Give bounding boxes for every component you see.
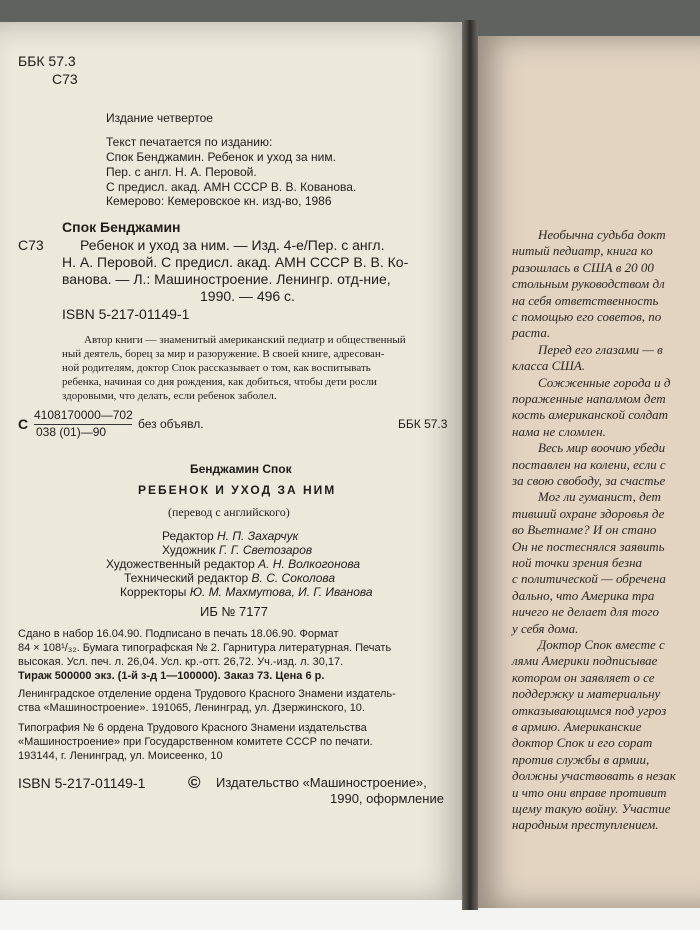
printer-line: «Машиностроение» при Государственном комитете СССР по печати. (18, 736, 373, 748)
printer-line: Типография № 6 ордена Трудового Красного Знамени издательства (18, 722, 367, 734)
author-heading: Спок Бенджамин (62, 219, 181, 235)
bib-line: Н. А. Перовой. С предисл. акад. АМН СССР В. В. Ко- (62, 254, 409, 270)
credit-role: Редактор (162, 529, 214, 543)
annotation-line: Автор книги — знаменитый американский педиатр и общественный (84, 334, 406, 346)
copyright-line: 1990, оформление (330, 791, 444, 806)
printer-line: ства «Машиностроение». 191065, Ленинград, ул. Дзержинского, 10. (18, 702, 365, 714)
right-page-line: доктор Спок и его сорат (512, 735, 653, 750)
print-line: Тираж 500000 экз. (1-й з-д 1—100000). Заказ 73. Цена 6 р. (18, 670, 325, 682)
credit-name: Г. Г. Светозаров (218, 543, 313, 557)
credit-line (106, 558, 360, 571)
isbn-line: ISBN 5-217-01149-1 (62, 306, 190, 322)
edition-note: Издание четвертое (106, 111, 213, 125)
bib-line: Ребенок и уход за ним. — Изд. 4-е/Пер. с англ. (80, 237, 385, 253)
right-page-line: разошлась в США в 20 00 (512, 260, 654, 275)
right-page-line: стольным руководством дл (512, 276, 665, 291)
credit-line (124, 572, 335, 585)
author-name: Бенджамин Спок (190, 462, 292, 476)
credit-role: Художник (162, 543, 216, 557)
credit-name: Н. П. Захарчук (217, 529, 299, 543)
right-page-line: за свою свободу, за счастье (512, 473, 666, 488)
bib-line: ванова. — Л.: Машиностроение. Ленингр. отд-ние, (62, 271, 391, 287)
right-page-line: пораженные напалмом дет (512, 391, 666, 406)
right-page-line: котором он заявляет о се (512, 670, 655, 685)
right-page-line: Он не постеснялся заявить (512, 539, 665, 554)
right-page-line: с помощью его советов, по (512, 309, 662, 324)
credit-line (120, 586, 373, 599)
source-note-line: Текст печатается по изданию: (106, 135, 273, 149)
right-page-line: Перед его глазами — в (538, 342, 663, 357)
right-page-line: дально, что Америка тра (512, 588, 655, 603)
copyright-line: Издательство «Машиностроение», (216, 775, 427, 790)
right-page-line: должны участвовать в незак (512, 768, 676, 783)
printer-line: 193144, г. Ленинград, ул. Моисеенко, 10 (18, 750, 223, 762)
annotation-line: ребенка, начиная со дня рождения, как добиться, чтобы дети росли (62, 376, 377, 388)
annotation-line: здоровыми, что делать, если ребенок заболел. (62, 390, 277, 402)
right-page-line: ничего не делает для того (512, 604, 659, 619)
isbn-bottom: ISBN 5-217-01149-1 (18, 775, 146, 791)
right-page-line: отказывающимся под угроз (512, 703, 667, 718)
book-gutter (462, 20, 478, 910)
right-page-line: Весь мир воочию убеди (538, 440, 666, 455)
printer-line: Ленинградское отделение ордена Трудового Красного Знамени издатель- (18, 688, 396, 700)
translation-note: (перевод с английского) (168, 505, 290, 519)
bbk-top: ББК 57.3 (18, 53, 76, 69)
source-note-line: Спок Бенджамин. Ребенок и уход за ним. (106, 150, 336, 164)
right-page-line: в армию. Американские (512, 719, 642, 734)
right-page-line: нитый педиатр, книга ко (512, 243, 653, 258)
right-page-line: поставлен на колени, если с (512, 457, 666, 472)
ib-number: ИБ № 7177 (200, 604, 268, 619)
code-denominator: 038 (01)—90 (36, 425, 107, 439)
right-page-line: против службы в армии, (512, 752, 650, 767)
annotation-line: ной родителям, доктор Спок рассказывает о том, как воспитывать (62, 362, 371, 374)
credit-role: Корректоры (120, 585, 187, 599)
code-numerator: 4108170000—702 (34, 408, 133, 422)
credit-line (162, 544, 312, 557)
print-line: высокая. Усл. печ. л. 26,04. Усл. кр.-отт. 26,72. Уч.-изд. л. 30,17. (18, 656, 344, 668)
right-page-line: класса США. (512, 358, 586, 373)
right-page-line: народным преступлением. (512, 817, 659, 832)
credit-name: А. Н. Волкогонова (258, 557, 361, 571)
source-note-line: С предисл. акад. АМН СССР В. В. Кованова. (106, 180, 357, 194)
right-page-line: у себя дома. (512, 621, 579, 636)
copyright-icon: © (188, 773, 201, 792)
right-page-line: тивший охране здоровья де (512, 506, 665, 521)
right-page-line: поддержку и материальну (512, 686, 661, 701)
credit-role: Художественный редактор (106, 557, 255, 571)
credit-role: Технический редактор (124, 571, 249, 585)
right-page-line: Мог ли гуманист, дет (538, 489, 661, 504)
right-page-line: и что они вправе противит (512, 785, 667, 800)
c73-top: С73 (52, 71, 78, 87)
code-note: без объявл. (138, 417, 204, 431)
right-page-line: Сожженные города и д (538, 375, 671, 390)
right-page-line: во Вьетнаме? И он стано (512, 522, 657, 537)
source-note-line: Пер. с англ. Н. А. Перовой. (106, 165, 257, 179)
bib-line: 1990. — 496 с. (200, 288, 295, 304)
right-page-line: раста. (512, 325, 551, 340)
print-line: 84 × 108¹/₃₂. Бумага типографская № 2. Гарнитура литературная. Печать (18, 642, 392, 654)
print-line: Сдано в набор 16.04.90. Подписано в печать 18.06.90. Формат (18, 628, 339, 640)
right-page-line: на себя ответственность (512, 293, 659, 308)
right-page-line: кость американской солдат (512, 407, 669, 422)
code-letter: С (18, 416, 29, 432)
book-title: РЕБЕНОК И УХОД ЗА НИМ (138, 483, 337, 497)
bbk-code: ББК 57.3 (398, 417, 448, 431)
credit-line (162, 530, 298, 543)
credit-name: Ю. М. Махмутова, И. Г. Иванова (189, 585, 373, 599)
annotation-line: ный деятель, борец за мир и разоружение. В своей книге, адресован- (62, 348, 385, 360)
right-page-line: ной точки зрения безна (512, 555, 643, 570)
right-page-line: нама не сломлен. (512, 424, 606, 439)
right-page-line: Необычна судьба докт (538, 227, 666, 242)
right-page-line: с политической — обречена (512, 571, 666, 586)
credit-name: В. С. Соколова (251, 571, 336, 585)
right-page-line: Доктор Спок вместе с (538, 637, 665, 652)
right-page-line: щему такую войну. Участие (512, 801, 671, 816)
source-note-line: Кемерово: Кемеровское кн. изд-во, 1986 (106, 194, 332, 208)
right-page-line: лями Америки подписывае (512, 653, 658, 668)
c73-side: С73 (18, 237, 44, 253)
